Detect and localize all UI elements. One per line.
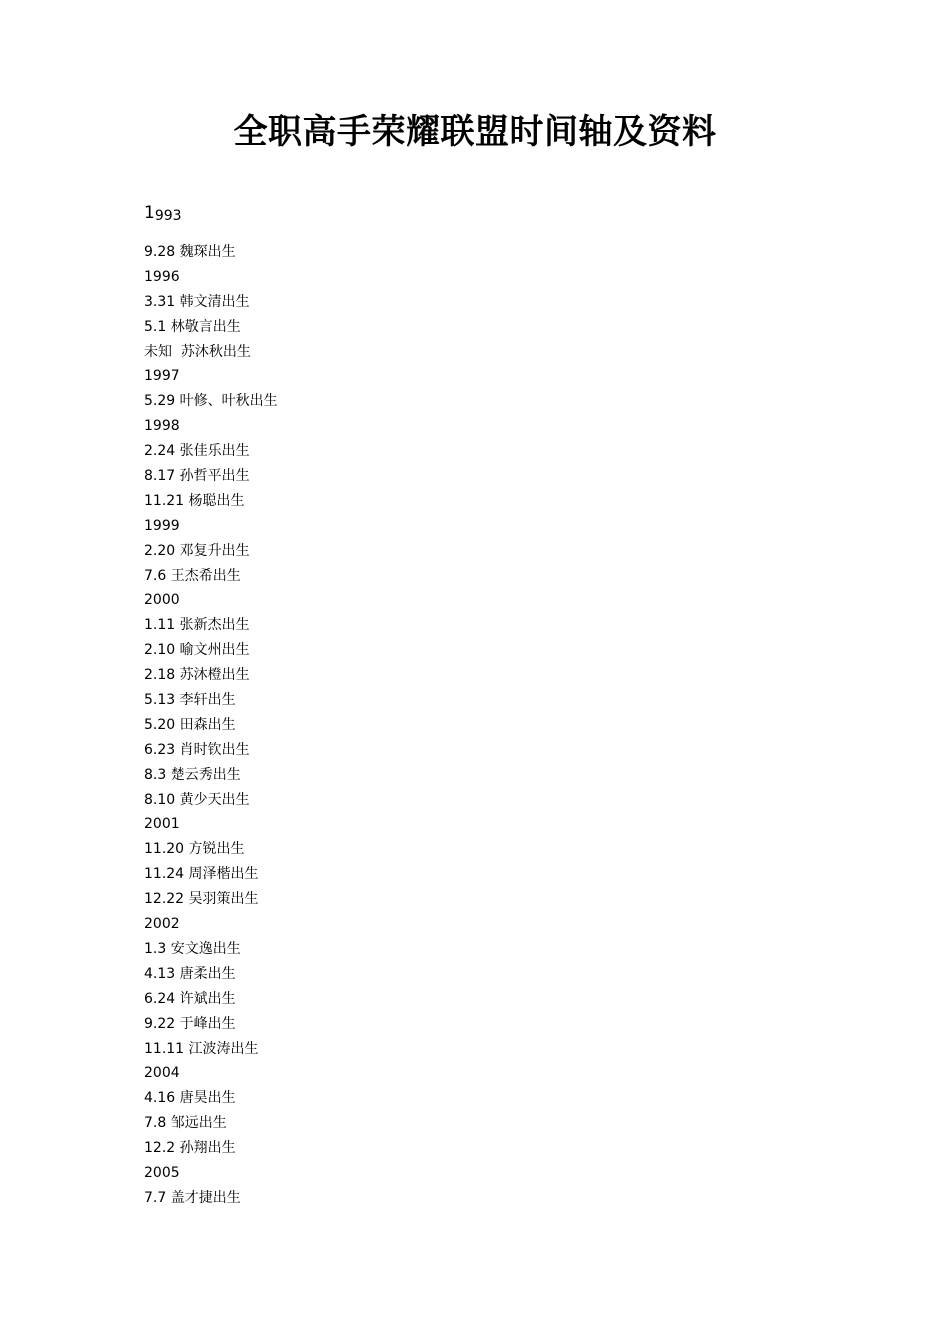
year-heading: 2002: [144, 916, 180, 933]
document-title: 全职高手荣耀联盟时间轴及资料: [233, 112, 717, 152]
timeline-entry: 12.22 吴羽策出生: [144, 891, 259, 908]
year-heading: 2000: [144, 592, 180, 609]
timeline-entry: 1.3 安文逸出生: [144, 940, 241, 957]
timeline-entry: 2.24 张佳乐出生: [144, 443, 250, 460]
timeline-entry: 8.17 孙哲平出生: [144, 468, 250, 485]
timeline-entry: 7.6 王杰希出生: [144, 567, 241, 584]
timeline-entry: 6.24 许斌出生: [144, 990, 236, 1007]
timeline-entry: 3.31 韩文清出生: [144, 293, 250, 310]
year-heading-rest: 993: [154, 208, 182, 224]
timeline-entry: 2.20 邓复升出生: [144, 542, 250, 559]
timeline-entry: 未知 苏沐秋出生: [144, 343, 251, 360]
timeline-entry: 8.3 楚云秀出生: [144, 766, 241, 783]
timeline-entry: 11.20 方锐出生: [144, 841, 245, 858]
year-heading: 1997: [144, 368, 180, 385]
timeline-entry: 11.24 周泽楷出生: [144, 866, 259, 883]
year-heading: 1998: [144, 418, 180, 435]
timeline-entry: 11.11 江波涛出生: [144, 1040, 259, 1057]
year-heading: 1999: [144, 517, 180, 534]
timeline-entry: 4.13 唐柔出生: [144, 965, 236, 982]
year-heading: 2001: [144, 816, 180, 833]
year-heading-first: [144, 201, 182, 226]
year-heading: 2004: [144, 1065, 180, 1082]
year-heading: 2005: [144, 1164, 180, 1181]
timeline-entry: 6.23 肖时钦出生: [144, 741, 250, 758]
timeline-list: [144, 240, 278, 1211]
timeline-entry: 2.18 苏沐橙出生: [144, 667, 250, 684]
timeline-entry: 12.2 孙翔出生: [144, 1140, 236, 1157]
year-heading-lead-digit: 1: [144, 203, 155, 223]
timeline-entry: 4.16 唐昊出生: [144, 1090, 236, 1107]
timeline-entry: 5.1 林敬言出生: [144, 318, 241, 335]
timeline-entry: 5.20 田森出生: [144, 716, 236, 733]
timeline-entry: 7.7 盖才捷出生: [144, 1189, 241, 1206]
timeline-entry: 1.11 张新杰出生: [144, 617, 250, 634]
timeline-entry: 7.8 邹远出生: [144, 1115, 227, 1132]
timeline-entry: 11.21 杨聪出生: [144, 492, 245, 509]
timeline-entry: 8.10 黄少天出生: [144, 791, 250, 808]
timeline-entry: 9.28 魏琛出生: [144, 244, 236, 260]
year-heading: 1996: [144, 268, 180, 285]
timeline-entry: 9.22 于峰出生: [144, 1015, 236, 1032]
timeline-entry: 5.13 李轩出生: [144, 692, 236, 709]
timeline-entry: 2.10 喻文州出生: [144, 642, 250, 659]
timeline-entry: 5.29 叶修、叶秋出生: [144, 393, 278, 410]
